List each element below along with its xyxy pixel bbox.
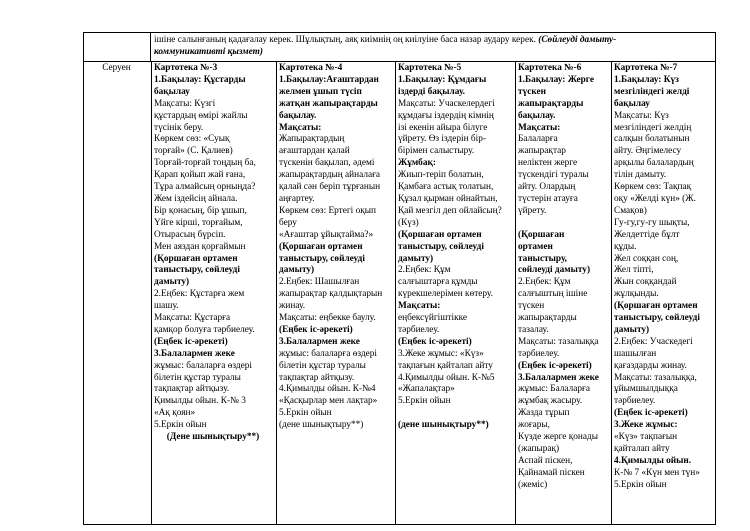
section-label-cell [84,62,151,524]
card-line: жоғары, [518,420,550,431]
card-line: Мақсаты: Күз [614,110,669,121]
card-line: құстардың өмірі жайлы [154,110,248,121]
card-line: Көркем сөз: Тақпақ [614,182,692,193]
card-line: Смақов) [614,205,647,216]
card-line: торғай» (С. Қалиев) [154,146,233,157]
card-line: Бір қонасың, бір ұшып, [154,205,247,216]
card-line: Қайнамай піскен [518,467,585,478]
card-line: дамыту) [398,253,434,264]
card-line: Қарап қойып жай ғана, [154,170,246,181]
card-line: салғыштың ішіне [518,289,588,300]
card-line: жапырақтарды [518,313,577,324]
card-line: шашу. [154,301,179,312]
card-line: Жиып-теріп болатын, [398,170,484,181]
card-line: Мақсаты: тазалыққа [518,336,599,347]
card-line: Картотека №-7 [614,63,678,73]
card-line: мезгіліндегі желді [614,86,690,97]
card-line: салғыштарға құмды [398,277,478,288]
card-line: үйрету. Өз іздерін бір- [398,134,486,145]
card-line: Желдеттіде бұлт [614,229,680,240]
card-5-column [395,62,515,524]
card-line: (дене шынықтыру**) [398,420,489,431]
card-line: Көркем сөз: «Суық [154,134,230,145]
card-line: тәрбиелеу. [398,324,440,335]
card-line: Мен аяздан қорғаймын [154,241,246,252]
card-line: күрекшелерімен көтеру. [398,289,493,300]
previous-section-emphasis: (Сөйлеуді дамыту- [538,35,617,45]
schedule-sheet [83,21,716,505]
card-line: 3.Балалармен жеке [279,336,360,347]
card-line: жапырақтардың айналаға [279,170,381,181]
card-line: 1.Бақылау:Ағаштардан [279,74,379,85]
card-line: тазалау. [518,324,549,335]
card-line: (Қоршаған ортамен [154,253,238,264]
card-line: қағаздарды жинау. [614,360,687,371]
card-line: Картотека №-6 [518,63,582,73]
card-line: Мақсаты: [398,301,441,312]
card-line: (Еңбек іс-әрекеті) [398,336,472,347]
card-line: Жын соққандай [614,277,677,288]
card-line: Жел соққан соң, [614,253,679,264]
card-line: 1.Бақылау: Құмдағы [398,74,487,85]
card-line: салқын болатынын [614,134,690,145]
card-line: тақпағын қайталап айту [398,360,493,371]
card-line: жапырақтар [518,146,566,157]
card-line: Қимылды ойын. К-№ 3 [154,396,246,407]
card-line: 2.Еңбек: Учаскедегі [614,336,693,347]
card-line: Құзал қырман ойнайтын, [398,193,498,204]
card-line: білетін құстар туралы [279,360,366,371]
card-line: үйрету. [518,205,547,216]
card-line: 2.Еңбек: Құм [398,265,451,276]
card-line: 4.Қимылды ойын. К-№4 [279,384,376,395]
card-line: Күзде жерге қонады [518,432,598,443]
card-line: қамқор болуға тәрбиелеу. [154,324,255,335]
card-line: Мақсаты: тазалыққа, [614,372,697,383]
card-line: тәрбиелеу. [614,396,656,407]
card-line: 5.Еркін ойын [398,396,451,407]
previous-section-row [83,32,716,62]
card-line: К-№ 7 «Күн мен түн» [614,467,700,478]
card-line: Мақсаты: [518,122,561,133]
card-line: таныстыру, [518,253,567,264]
card-line: (Еңбек іс-әрекеті) [518,360,592,371]
card-line: Жел тіпті, [614,265,654,276]
card-line: ағаштардан қалай [279,146,350,157]
card-line: «Жапалақтар» [398,384,455,395]
card-line: Гу-гу,гу-гу шықты, [614,217,690,228]
card-line: Тұра алмайсың орныңда? [154,182,256,193]
card-line: жұмыс: балаларға өздері [154,360,252,371]
card-line: түскенін бақылап, әдемі [279,158,375,169]
card-line: жатқан жапырақтарды [279,98,378,109]
card-line: «Ағаштар ұйықтайма?» [279,229,374,240]
card-line: Картотека №-5 [398,63,462,73]
previous-section-text [154,34,714,59]
card-line: Мақсаты: Учаскелердегі [398,98,495,109]
card-line: Үйге кірші, торғайым, [154,217,243,228]
card-line: дамыту) [279,265,315,276]
card-line: 1.Бақылау: Күз [614,74,679,85]
card-line: Отырасың бүрсіп. [154,229,226,240]
card-line: Көркем сөз: Ертегі оқып [279,205,376,216]
card-line: тәрбиелеу. [518,348,560,359]
card-line: 2.Еңбек: Құстарға жем [154,289,245,300]
card-line: бақылау. [518,110,556,121]
card-line: Қамбаға астық толатын, [398,182,494,193]
card-line: (Күз) [398,217,419,228]
card-line: неліктен жерге [518,158,578,169]
card-line: беру [279,217,297,228]
card-line: 3.Жеке жұмыс: [614,420,678,431]
card-line: түскен [518,301,545,312]
card-line: 4.Қимылды ойын. [614,455,692,466]
card-line: 1.Бақылау: Жерге [518,74,594,85]
card-line: тақпақтар айтқызу. [279,372,355,383]
card-line: шашылған [614,348,657,359]
card-line: ізі екенін айыра білуге [398,122,488,133]
card-line: 5.Еркін ойын [154,420,207,431]
card-line: Картотека №-4 [279,63,343,73]
card-line: бақылау [614,98,650,109]
card-line: құды. [614,241,637,252]
previous-section-line-1: ішіне салынғаның қадағалау керек. Шұлықтың, аяқ киімнің оң киілуіне баса назар аудару керек. [154,35,536,45]
card-3-column [151,62,276,524]
card-line: сөйлеуді дамыту) [518,265,591,276]
card-line: (дене шынықтыру**) [279,420,364,431]
card-line: таныстыру, сөйлеуді [279,253,365,264]
card-line: Мақсаты: еңбекке баулу. [279,313,376,324]
card-line: мезгіліндегі желдің [614,122,692,133]
card-line: 2.Еңбек: Шашылған [279,277,360,288]
card-line: дамыту) [614,324,650,335]
card-line: (Қоршаған ортамен [398,229,482,240]
card-line: жұмбақ жасыру. [518,396,583,407]
card-line: бірімен салыстыру. [398,146,475,157]
card-line: Жем іздейсің айнала. [154,193,238,204]
card-line: 3.Балалармен жеке [154,348,235,359]
card-line: қалай сән беріп тұрғанын [279,182,381,193]
card-line: түстерін атауға [518,193,578,204]
card-6-column [515,62,611,524]
card-line: таныстыру, сөйлеуді [398,241,484,252]
card-line: 2.Еңбек: Құм [518,277,571,288]
card-7-column [611,62,715,524]
card-line: білетін құстар туралы [154,372,241,383]
card-line: жапырақтар қалдықтарын [279,289,383,300]
label-cell-empty [84,33,151,61]
card-line: дамыту) [154,277,190,288]
card-line: жұлқынды. [614,289,659,300]
card-line: (Қоршаған [518,229,565,240]
card-line: (Қоршаған ортамен [614,301,698,312]
card-line: айту. Әңгімелесу [614,146,682,157]
card-line: Жұмбақ: [398,158,436,169]
card-line: (Дене шынықтыру**) [166,432,260,443]
card-line: (Еңбек іс-әрекеті) [154,336,228,347]
card-line: желмен ұшып түсіп [279,86,362,97]
card-line: тақпақтар айтқызу. [154,384,230,395]
card-line: тілін дамыту. [614,170,667,181]
card-line: айту. Олардың [518,182,576,193]
card-line: жұмыс: балаларға өздері [279,348,377,359]
card-line: Мақсаты: Құстарға [154,313,231,324]
card-line: қайталап айту [614,444,670,454]
card-line: таныстыру, сөйлеуді [154,265,240,276]
card-4-column [276,62,395,524]
card-line: «Қасқырлар мен лақтар» [279,396,378,407]
card-line: 3.Жеке жұмыс: «Күз» [398,348,484,359]
card-line: «Ақ қоян» [154,408,196,419]
card-line: 4.Қимылды ойын. К-№5 [398,372,495,383]
card-line: арқылы балалардың [614,158,694,169]
section-label: Серуен [102,63,131,73]
card-line: Жапырақтардың [279,134,345,145]
card-line: құмдағы іздердің кімнің [398,110,494,121]
card-line: Жазда тұрып [518,408,570,419]
card-line: түскендігі туралы [518,170,589,181]
card-line: (жапырақ) [518,444,560,454]
card-line: оқу «Желді күн» (Ж. [614,193,696,204]
card-line: еңбексүйгіштікке [398,313,468,324]
card-line: аңғартеу. [279,193,315,204]
walk-section-row [83,61,716,525]
card-line: іздерді бақылау. [398,86,465,97]
card-line: бақылау. [279,110,317,121]
card-line: жапырақтарды [518,98,584,109]
card-line: (жеміс) [518,479,548,490]
card-line [398,408,515,420]
card-line: жинау. [279,301,306,312]
card-line: 3.Балалармен жеке [518,372,599,383]
card-line: (Еңбек іс-әрекеті) [279,324,353,335]
previous-section-line-2: коммуникативті қызмет) [154,47,263,58]
card-line: «Күз» тақпағын [614,432,678,443]
card-line: Балаларға [518,134,558,145]
card-line: таныстыру, сөйлеуді [614,313,700,324]
card-line: Торғай-торғай тоңдың ба, [154,158,256,169]
card-line: (Еңбек іс-әрекеті) [614,408,688,419]
card-line: түсінік беру. [154,122,204,133]
card-line [518,218,611,230]
card-line: 5.Еркін ойын [614,479,667,490]
card-line: 5.Еркін ойын [279,408,332,419]
card-line: Аспай піскен, [518,455,573,466]
card-line: Картотека №-3 [154,63,218,73]
card-line: түскен [518,86,546,97]
card-line: бақылау [154,86,190,97]
card-line: Мақсаты: [279,122,322,133]
card-line: ұйымшылдыққа [614,384,678,395]
card-line: Қай мезгіл деп ойлайсың? [398,205,502,216]
card-line: (Қоршаған ортамен [279,241,363,252]
card-line: жұмыс: Балаларға [518,384,590,395]
card-line: 1.Бақылау: Құстарды [154,74,246,85]
card-line: ортамен [518,241,553,252]
card-line: Мақсаты: Күзгі [154,98,216,109]
